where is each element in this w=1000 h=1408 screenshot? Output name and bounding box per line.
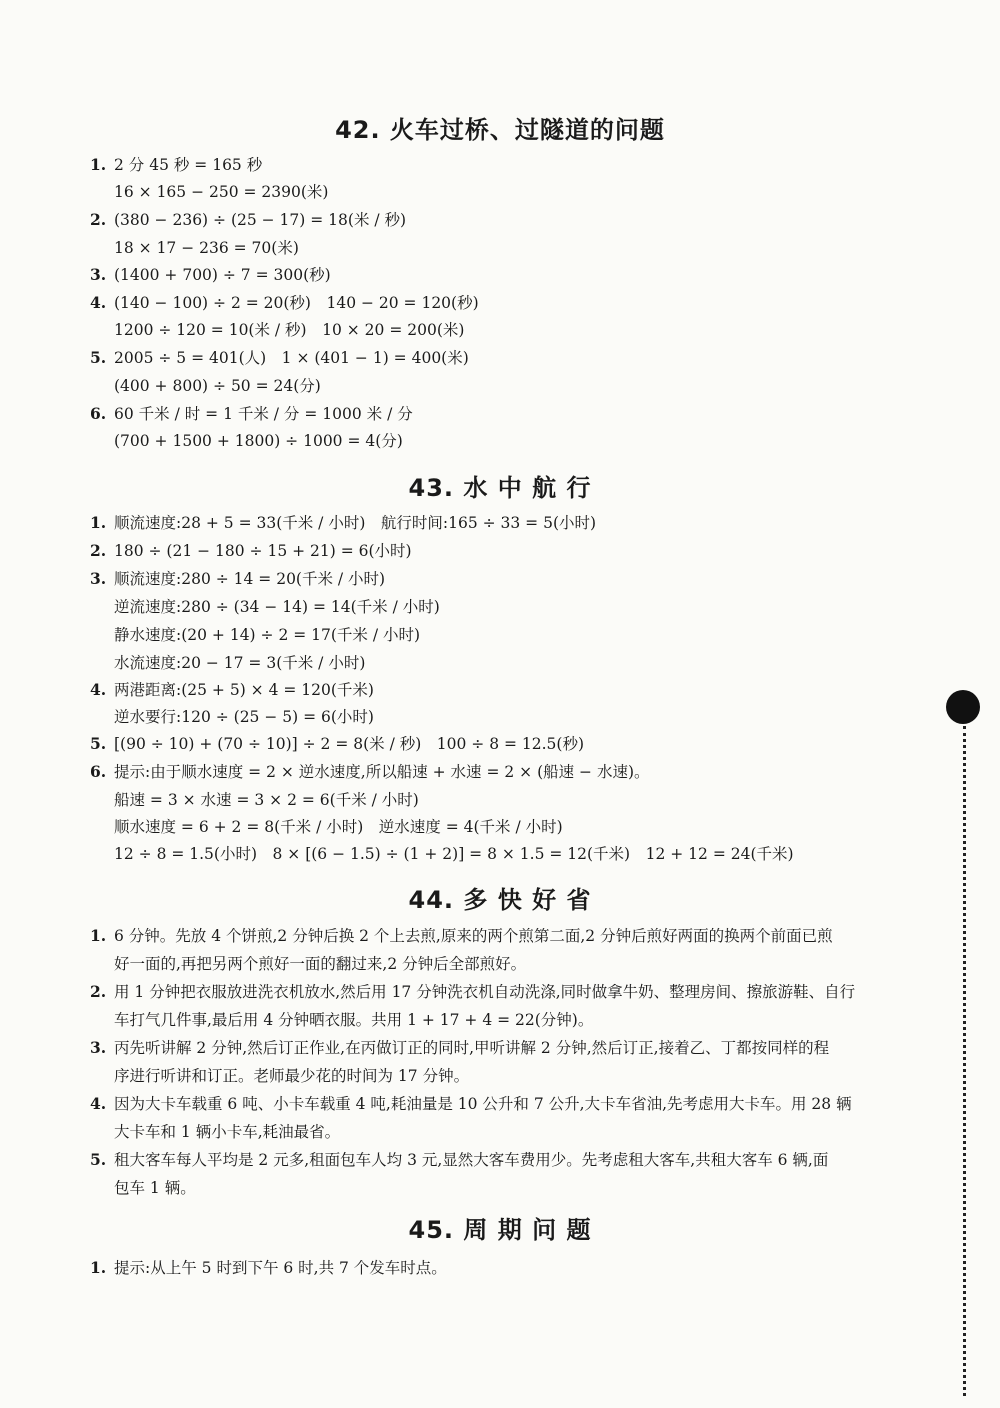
s43-item-3-line-2: 逆流速度:280 ÷ (34 − 14) = 14(千米 / 小时) (114, 598, 440, 616)
s44-item-1 (90, 926, 833, 946)
item-line: (380 − 236) ÷ (25 − 17) = 18(米 / 秒) (114, 211, 407, 229)
s42-item-1 (90, 155, 262, 175)
s44-item-4 (90, 1094, 852, 1114)
s44-item-2-line-2: 车打气几件事,最后用 4 分钟晒衣服。共用 1 + 17 + 4 = 22(分钟)。 (114, 1011, 594, 1029)
item-line: 2 分 45 秒 = 165 秒 (114, 156, 263, 174)
item-number: 1. (90, 1258, 107, 1277)
s43-item-5 (90, 734, 584, 754)
s43-item-3-line-4: 水流速度:20 − 17 = 3(千米 / 小时) (114, 654, 366, 672)
item-line: 60 千米 / 时 = 1 千米 / 分 = 1000 米 / 分 (114, 405, 413, 423)
s44-item-5 (90, 1150, 828, 1170)
item-line: 2005 ÷ 5 = 401(人) 1 × (401 − 1) = 400(米) (114, 349, 469, 367)
section-44-title: 44. 多 快 好 省 (408, 886, 592, 914)
s43-item-4-line-2: 逆水要行:120 ÷ (25 − 5) = 6(小时) (114, 708, 374, 726)
s42-item-2-line-2: 18 × 17 − 236 = 70(米) (114, 239, 299, 257)
item-line: (140 − 100) ÷ 2 = 20(秒) 140 − 20 = 120(秒) (114, 294, 479, 312)
item-line: 用 1 分钟把衣服放进洗衣机放水,然后用 17 分钟洗衣机自动洗涤,同时做拿牛奶、整理房间、擦旅游鞋、自行 (114, 983, 856, 1001)
item-number: 5. (90, 348, 107, 367)
s43-item-6-line-4: 12 ÷ 8 = 1.5(小时) 8 × [(6 − 1.5) ÷ (1 + 2)] = 8 × 1.5 = 12(千米) 12 + 12 = 24(千米) (114, 845, 794, 863)
section-43-title: 43. 水 中 航 行 (408, 474, 592, 502)
s43-item-2 (90, 541, 412, 561)
item-number: 3. (90, 569, 107, 588)
item-line: 6 分钟。先放 4 个饼煎,2 分钟后换 2 个上去煎,原来的两个煎第二面,2 分钟后煎好两面的换两个前面已煎 (114, 927, 833, 945)
item-number: 3. (90, 265, 107, 284)
item-line: 因为大卡车载重 6 吨、小卡车载重 4 吨,耗油量是 10 公升和 7 公升,大卡车省油,先考虑用大卡车。用 28 辆 (114, 1095, 852, 1113)
item-line: 丙先听讲解 2 分钟,然后订正作业,在丙做订正的同时,甲听讲解 2 分钟,然后订正,接着乙、丁都按同样的程 (114, 1039, 830, 1057)
section-42-title: 42. 火车过桥、过隧道的问题 (335, 116, 665, 144)
item-line: 顺流速度:280 ÷ 14 = 20(千米 / 小时) (114, 570, 386, 588)
item-number: 2. (90, 210, 107, 229)
item-line: 两港距离:(25 + 5) × 4 = 120(千米) (114, 681, 374, 699)
s42-item-2 (90, 210, 406, 230)
s44-item-2 (90, 982, 855, 1002)
s42-item-5 (90, 348, 469, 368)
item-number: 6. (90, 404, 107, 423)
s44-item-4-line-2: 大卡车和 1 辆小卡车,耗油最省。 (114, 1123, 341, 1141)
item-line: 提示:由于顺水速度 = 2 × 逆水速度,所以船速 + 水速 = 2 × (船速 − 水速)。 (114, 763, 650, 781)
item-number: 2. (90, 541, 107, 560)
item-number: 5. (90, 1150, 107, 1169)
item-number: 6. (90, 762, 107, 781)
item-number: 3. (90, 1038, 107, 1057)
s42-item-1-line-2: 16 × 165 − 250 = 2390(米) (114, 183, 329, 201)
s42-item-5-line-2: (400 + 800) ÷ 50 = 24(分) (114, 377, 321, 395)
s42-item-3 (90, 265, 331, 285)
s44-item-5-line-2: 包车 1 辆。 (114, 1179, 196, 1197)
item-number: 1. (90, 513, 107, 532)
s42-item-4 (90, 293, 479, 313)
item-number: 2. (90, 982, 107, 1001)
item-line: 顺流速度:28 + 5 = 33(千米 / 小时) 航行时间:165 ÷ 33 = 5(小时) (114, 514, 597, 532)
item-number: 4. (90, 293, 107, 312)
item-line: (1400 + 700) ÷ 7 = 300(秒) (114, 266, 331, 284)
s45-item-1 (90, 1258, 447, 1278)
s44-item-1-line-2: 好一面的,再把另两个煎好一面的翻过来,2 分钟后全部煎好。 (114, 955, 527, 973)
s42-item-4-line-2: 1200 ÷ 120 = 10(米 / 秒) 10 × 20 = 200(米) (114, 321, 465, 339)
s43-item-6 (90, 762, 650, 782)
item-number: 4. (90, 680, 107, 699)
item-line: 租大客车每人平均是 2 元多,租面包车人均 3 元,显然大客车费用少。先考虑租大客车,共租大客车 6 辆,面 (114, 1151, 829, 1169)
section-45-title: 45. 周 期 问 题 (408, 1216, 592, 1244)
perforation-dotted-line (963, 726, 966, 1396)
item-line: [(90 ÷ 10) + (70 ÷ 10)] ÷ 2 = 8(米 / 秒) 100 ÷ 8 = 12.5(秒) (114, 735, 585, 753)
item-line: 180 ÷ (21 − 180 ÷ 15 + 21) = 6(小时) (114, 542, 412, 560)
s43-item-4 (90, 680, 374, 700)
s44-item-3-line-2: 序进行听讲和订正。老师最少花的时间为 17 分钟。 (114, 1067, 470, 1085)
s43-item-6-line-2: 船速 = 3 × 水速 = 3 × 2 = 6(千米 / 小时) (114, 791, 419, 809)
s43-item-6-line-3: 顺水速度 = 6 + 2 = 8(千米 / 小时) 逆水速度 = 4(千米 / 小时) (114, 818, 563, 836)
s44-item-3 (90, 1038, 829, 1058)
s43-item-1 (90, 513, 596, 533)
s43-item-3-line-3: 静水速度:(20 + 14) ÷ 2 = 17(千米 / 小时) (114, 626, 421, 644)
binding-dot-marker (946, 690, 980, 724)
item-number: 5. (90, 734, 107, 753)
item-number: 4. (90, 1094, 107, 1113)
item-number: 1. (90, 926, 107, 945)
s42-item-6 (90, 404, 413, 424)
s43-item-3 (90, 569, 385, 589)
s42-item-6-line-2: (700 + 1500 + 1800) ÷ 1000 = 4(分) (114, 432, 403, 450)
item-number: 1. (90, 155, 107, 174)
item-line: 提示:从上午 5 时到下午 6 时,共 7 个发车时点。 (114, 1259, 447, 1277)
